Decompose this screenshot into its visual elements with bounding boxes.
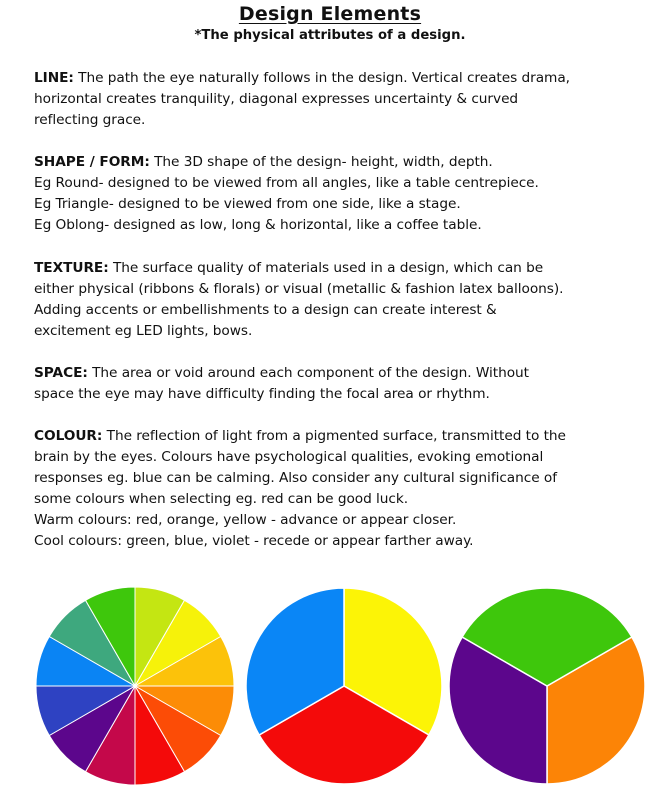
section-label: LINE:: [34, 70, 74, 86]
section-label: SHAPE / FORM:: [34, 154, 150, 170]
section-space: [34, 363, 634, 405]
section-label: COLOUR:: [34, 428, 103, 444]
section-text: The reflection of light from a pigmented surface, transmitted to the: [106, 428, 566, 444]
section-line: [34, 68, 634, 131]
section-text: The area or void around each component of the design. Without: [92, 365, 529, 381]
section-shape-form: [34, 152, 634, 236]
section-text: The path the eye naturally follows in the design. Vertical creates drama,: [78, 70, 570, 86]
section-text: some colours when selecting eg. red can be good luck.: [34, 491, 409, 507]
secondary-colour-wheel: [447, 586, 647, 786]
section-text: The 3D shape of the design- height, width, depth.: [154, 154, 493, 170]
twelve-part-colour-wheel: [35, 586, 235, 786]
section-text: Eg Oblong- designed as low, long & horizontal, like a coffee table.: [34, 217, 482, 233]
section-colour: [34, 426, 634, 552]
section-text: reflecting grace.: [34, 112, 146, 128]
section-text: space the eye may have difficulty finding the focal area or rhythm.: [34, 386, 490, 402]
section-texture: [34, 258, 634, 342]
page-subtitle: *The physical attributes of a design.: [194, 28, 466, 43]
section-text: excitement eg LED lights, bows.: [34, 323, 253, 339]
section-text: Adding accents or embellishments to a design can create interest &: [34, 302, 497, 318]
section-text: responses eg. blue can be calming. Also consider any cultural significance of: [34, 470, 558, 486]
primary-colour-wheel: [244, 586, 444, 786]
section-text: brain by the eyes. Colours have psychological qualities, evoking emotional: [34, 449, 544, 465]
section-text: horizontal creates tranquility, diagonal expresses uncertainty & curved: [34, 91, 519, 107]
section-label: TEXTURE:: [34, 260, 109, 276]
section-text: Warm colours: red, orange, yellow - advance or appear closer.: [34, 512, 457, 528]
page-title: Design Elements: [238, 3, 422, 25]
section-text: Eg Triangle- designed to be viewed from one side, like a stage.: [34, 196, 461, 212]
section-text: Cool colours: green, blue, violet - recede or appear farther away.: [34, 533, 474, 549]
section-text: The surface quality of materials used in a design, which can be: [112, 260, 544, 276]
section-label: SPACE:: [34, 365, 88, 381]
section-text: either physical (ribbons & florals) or visual (metallic & fashion latex balloons).: [34, 281, 564, 297]
section-text: Eg Round- designed to be viewed from all angles, like a table centrepiece.: [34, 175, 539, 191]
